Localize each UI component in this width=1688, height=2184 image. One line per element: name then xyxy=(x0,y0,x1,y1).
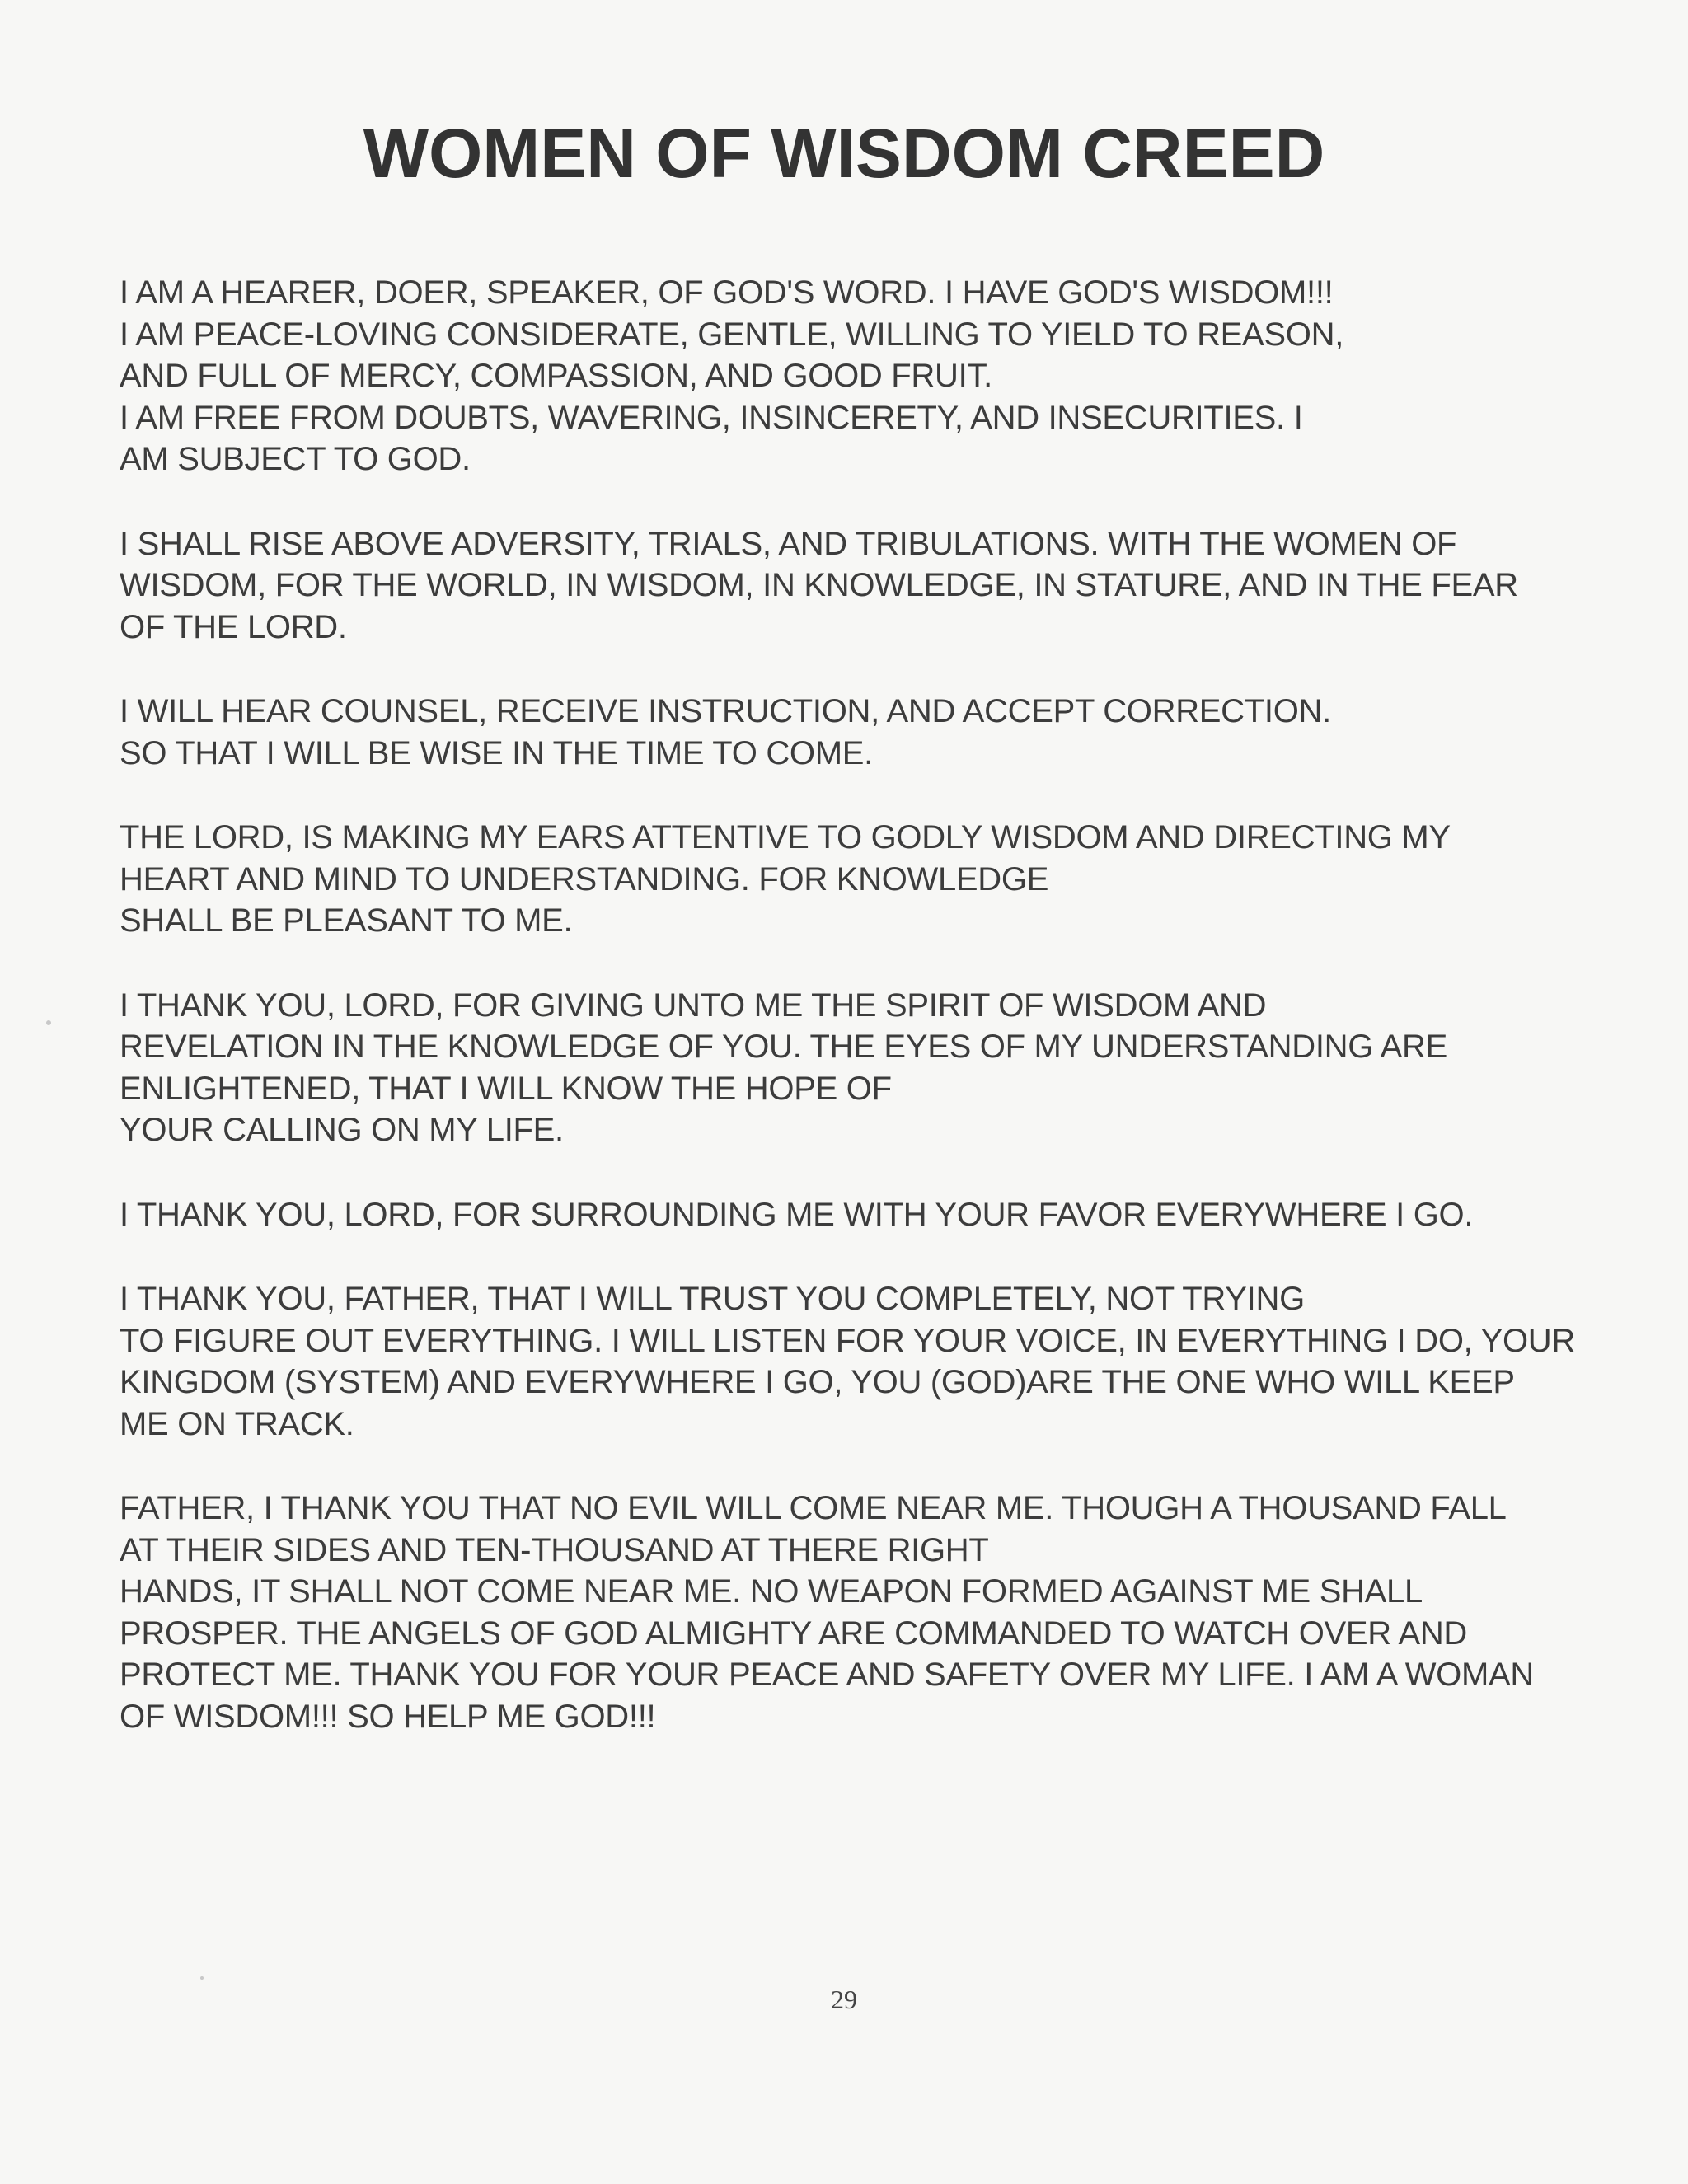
page-title: WOMEN OF WISDOM CREED xyxy=(363,115,1325,192)
creed-line: OF THE LORD. xyxy=(120,608,347,645)
creed-line: AT THEIR SIDES AND TEN-THOUSAND AT THERE RIGHT xyxy=(120,1531,989,1568)
creed-line: HANDS, IT SHALL NOT COME NEAR ME. NO WEAPON FORMED AGAINST ME SHALL xyxy=(120,1573,1423,1610)
creed-line: HEART AND MIND TO UNDERSTANDING. FOR KNOWLEDGE xyxy=(120,860,1049,898)
creed-line: ENLIGHTENED, THAT I WILL KNOW THE HOPE OF xyxy=(120,1070,892,1107)
creed-line: OF WISDOM!!! SO HELP ME GOD!!! xyxy=(120,1698,656,1735)
creed-line: FATHER, I THANK YOU THAT NO EVIL WILL COME NEAR ME. THOUGH A THOUSAND FALL xyxy=(120,1490,1507,1526)
creed-line: SO THAT I WILL BE WISE IN THE TIME TO COME. xyxy=(120,734,873,771)
scan-speck xyxy=(200,1976,204,1980)
creed-line: AM SUBJECT TO GOD. xyxy=(120,441,471,477)
creed-line: AND FULL OF MERCY, COMPASSION, AND GOOD FRUIT. xyxy=(120,358,992,394)
creed-line: PROTECT ME. THANK YOU FOR YOUR PEACE AND SAFETY OVER MY LIFE. I AM A WOMAN xyxy=(120,1657,1534,1693)
creed-line: I AM PEACE-LOVING CONSIDERATE, GENTLE, WILLING TO YIELD TO REASON, xyxy=(120,316,1344,353)
creed-line: I THANK YOU, LORD, FOR SURROUNDING ME WITH YOUR FAVOR EVERYWHERE I GO. xyxy=(120,1196,1474,1233)
creed-line: WISDOM, FOR THE WORLD, IN WISDOM, IN KNOWLEDGE, IN STATURE, AND IN THE FEAR xyxy=(120,567,1518,603)
creed-paragraph xyxy=(120,1278,1653,1445)
creed-paragraph xyxy=(120,523,1653,649)
creed-body xyxy=(120,272,1653,1780)
creed-line: KINGDOM (SYSTEM) AND EVERYWHERE I GO, YOU (GOD)ARE THE ONE WHO WILL KEEP xyxy=(120,1364,1515,1400)
creed-line: THE LORD, IS MAKING MY EARS ATTENTIVE TO GODLY WISDOM AND DIRECTING MY xyxy=(120,819,1451,855)
creed-line: TO FIGURE OUT EVERYTHING. I WILL LISTEN FOR YOUR VOICE, IN EVERYTHING I DO, YOUR xyxy=(120,1322,1575,1359)
creed-paragraph xyxy=(120,817,1653,942)
creed-line: I WILL HEAR COUNSEL, RECEIVE INSTRUCTION, AND ACCEPT CORRECTION. xyxy=(120,693,1331,729)
creed-paragraph xyxy=(120,1488,1653,1737)
creed-line: ME ON TRACK. xyxy=(120,1405,354,1442)
creed-paragraph xyxy=(120,691,1653,774)
creed-paragraph xyxy=(120,272,1653,480)
creed-line: REVELATION IN THE KNOWLEDGE OF YOU. THE EYES OF MY UNDERSTANDING ARE xyxy=(120,1029,1448,1065)
creed-line: I SHALL RISE ABOVE ADVERSITY, TRIALS, AND TRIBULATIONS. WITH THE WOMEN OF xyxy=(120,525,1457,562)
creed-paragraph xyxy=(120,985,1653,1151)
creed-line: I THANK YOU, FATHER, THAT I WILL TRUST YOU COMPLETELY, NOT TRYING xyxy=(120,1281,1305,1317)
creed-line: PROSPER. THE ANGELS OF GOD ALMIGHTY ARE COMMANDED TO WATCH OVER AND xyxy=(120,1615,1468,1652)
creed-line: I AM A HEARER, DOER, SPEAKER, OF GOD'S WORD. I HAVE GOD'S WISDOM!!! xyxy=(120,274,1334,311)
creed-line: I AM FREE FROM DOUBTS, WAVERING, INSINCERETY, AND INSECURITIES. I xyxy=(120,399,1303,436)
scan-speck xyxy=(46,1020,51,1025)
page-number: 29 xyxy=(831,1985,857,2014)
creed-line: I THANK YOU, LORD, FOR GIVING UNTO ME THE SPIRIT OF WISDOM AND xyxy=(120,987,1267,1024)
creed-line: YOUR CALLING ON MY LIFE. xyxy=(120,1112,564,1148)
creed-paragraph xyxy=(120,1194,1653,1236)
creed-line: SHALL BE PLEASANT TO ME. xyxy=(120,902,573,939)
